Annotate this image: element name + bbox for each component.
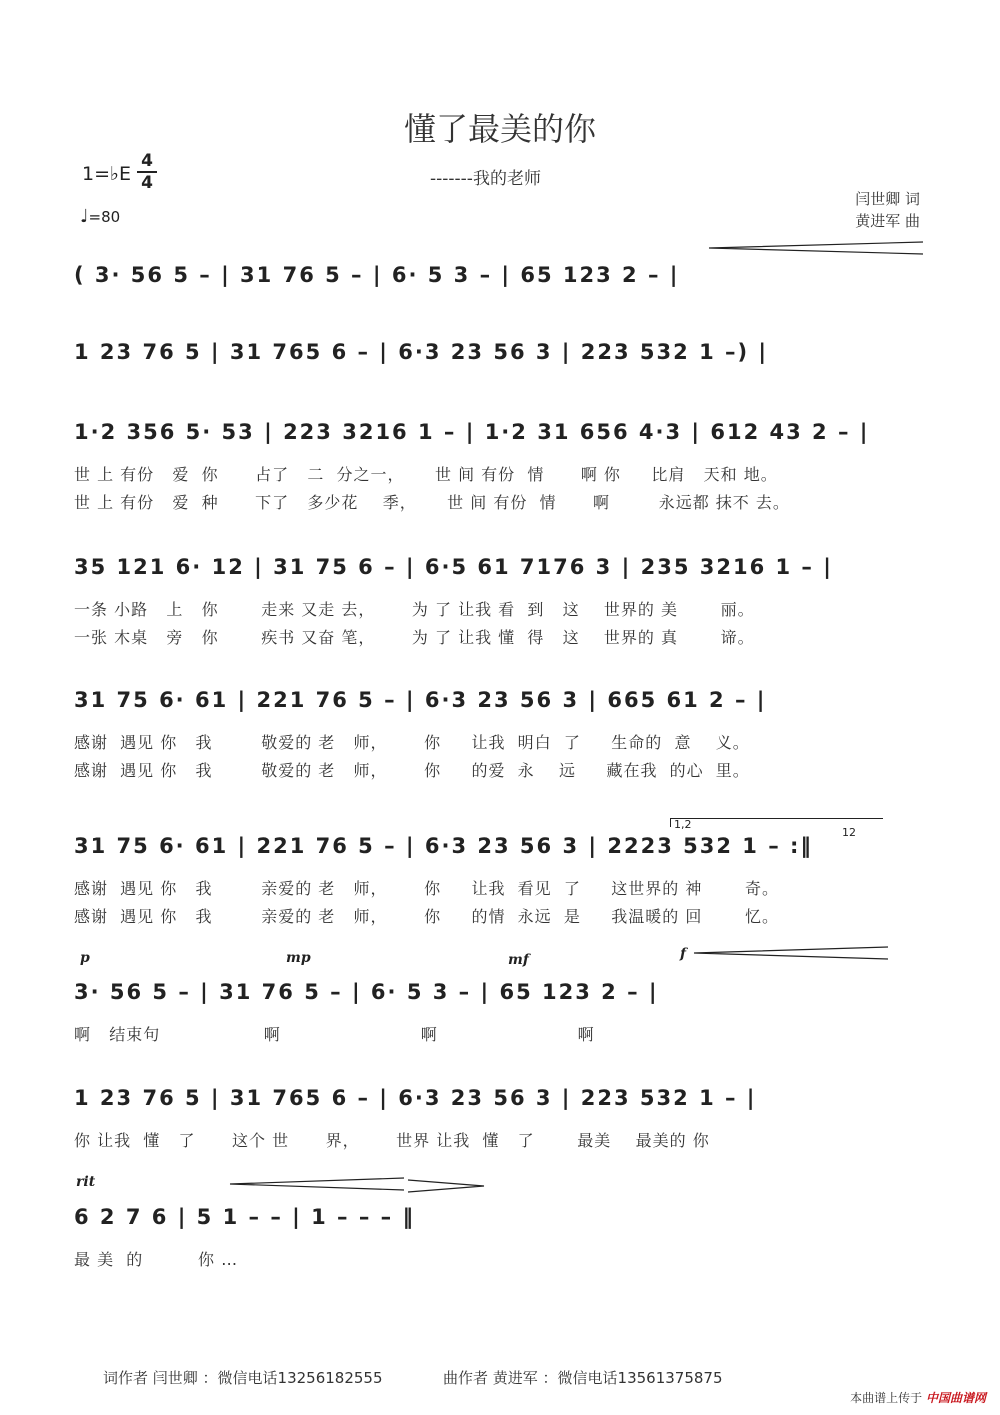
lyricist-credit: 闫世卿 词	[855, 190, 920, 208]
ritardando-marking: rit	[76, 1174, 96, 1190]
lyric-verse-2: 世 上 有份 爱 种 下了 多少花 季， 世 间 有份 情 啊 永远都 抹不 去。	[74, 493, 790, 512]
decrescendo-hairpin	[406, 1178, 486, 1194]
footer-site-credit	[850, 1389, 986, 1406]
crescendo-hairpin	[690, 945, 890, 961]
lyric-verse-1: 世 上 有份 爱 你 占了 二 分之一， 世 间 有份 情 啊 你 比肩 天和 地。	[74, 465, 778, 484]
notation-line: 1 23 76 5 | 31 765 6 – | 6·3 23 56 3 | 223 532 1 –) |	[74, 340, 769, 364]
lyric-ending: 最 美 的 你 …	[74, 1250, 239, 1269]
composer-credit: 黄进军 曲	[855, 212, 920, 230]
lyric-verse-2: 一张 木桌 旁 你 疾书 又奋 笔， 为 了 让我 懂 得 这 世界的 真 谛。	[74, 628, 755, 647]
song-title: 懂了最美的你	[403, 110, 596, 148]
dynamic-mf: mf	[508, 952, 529, 968]
lyric-verse-1: 感谢 遇见 你 我 敬爱的 老 师， 你 让我 明白 了 生命的 意 义。	[74, 733, 750, 752]
dynamic-p: p	[80, 950, 90, 966]
quarter-note-icon: ♩	[80, 206, 89, 227]
time-signature	[137, 152, 157, 192]
volta-ending-label: 12	[842, 826, 856, 839]
time-signature-bottom: 4	[141, 173, 153, 193]
lyric-verse-2: 感谢 遇见 你 我 亲爱的 老 师， 你 的情 永远 是 我温暖的 回 忆。	[74, 907, 779, 926]
song-subtitle: -------我的老师	[430, 169, 541, 189]
lyric-verse-1: 一条 小路 上 你 走来 又走 去， 为 了 让我 看 到 这 世界的 美 丽。	[74, 600, 755, 619]
notation-line: ( 3· 56 5 – | 31 76 5 – | 6· 5 3 – | 65 123 2 – |	[74, 263, 680, 287]
time-signature-top: 4	[141, 151, 153, 171]
tempo-marking: ♩=80	[80, 206, 121, 227]
notation-line: 6 2 7 6 | 5 1 – – | 1 – – – ‖	[74, 1205, 415, 1229]
notation-line: 3· 56 5 – | 31 76 5 – | 6· 5 3 – | 65 123 2 – |	[74, 980, 659, 1004]
lyric-verse-1: 你 让我 懂 了 这个 世 界， 世界 让我 懂 了 最美 最美的 你	[74, 1131, 710, 1150]
key-signature: 1=♭E	[82, 163, 131, 185]
volta-label: 1,2	[674, 818, 692, 831]
footer-site-prefix: 本曲谱上传于	[850, 1391, 923, 1405]
footer-lyricist-contact: 词作者 闫世卿 ：微信电话13256182555	[103, 1369, 383, 1387]
lyric-verse-2: 感谢 遇见 你 我 敬爱的 老 师， 你 的爱 永 远 藏在我 的心 里。	[74, 761, 750, 780]
site-logo: 中国曲谱网	[925, 1391, 986, 1405]
crescendo-hairpin	[705, 240, 925, 256]
dynamic-f: f	[680, 946, 687, 962]
notation-line: 31 75 6· 61 | 221 76 5 – | 6·3 23 56 3 | 2223 532 1 – :‖	[74, 834, 813, 858]
notation-line: 35 121 6· 12 | 31 75 6 – | 6·5 61 7176 3 | 235 3216 1 – |	[74, 555, 833, 579]
footer-composer-contact: 曲作者 黄进军 ：微信电话13561375875	[443, 1369, 723, 1387]
lyric-verse-1: 感谢 遇见 你 我 亲爱的 老 师， 你 让我 看见 了 这世界的 神 奇。	[74, 879, 779, 898]
notation-line: 31 75 6· 61 | 221 76 5 – | 6·3 23 56 3 | 665 61 2 – |	[74, 688, 767, 712]
dynamic-mp: mp	[286, 950, 311, 966]
notation-line: 1 23 76 5 | 31 765 6 – | 6·3 23 56 3 | 223 532 1 – |	[74, 1086, 757, 1110]
crescendo-hairpin	[226, 1176, 406, 1192]
notation-line: 1·2 356 5· 53 | 223 3216 1 – | 1·2 31 656 4·3 | 612 43 2 – |	[74, 420, 870, 444]
lyric-interlude: 啊 结束句 啊 啊 啊	[74, 1025, 595, 1044]
